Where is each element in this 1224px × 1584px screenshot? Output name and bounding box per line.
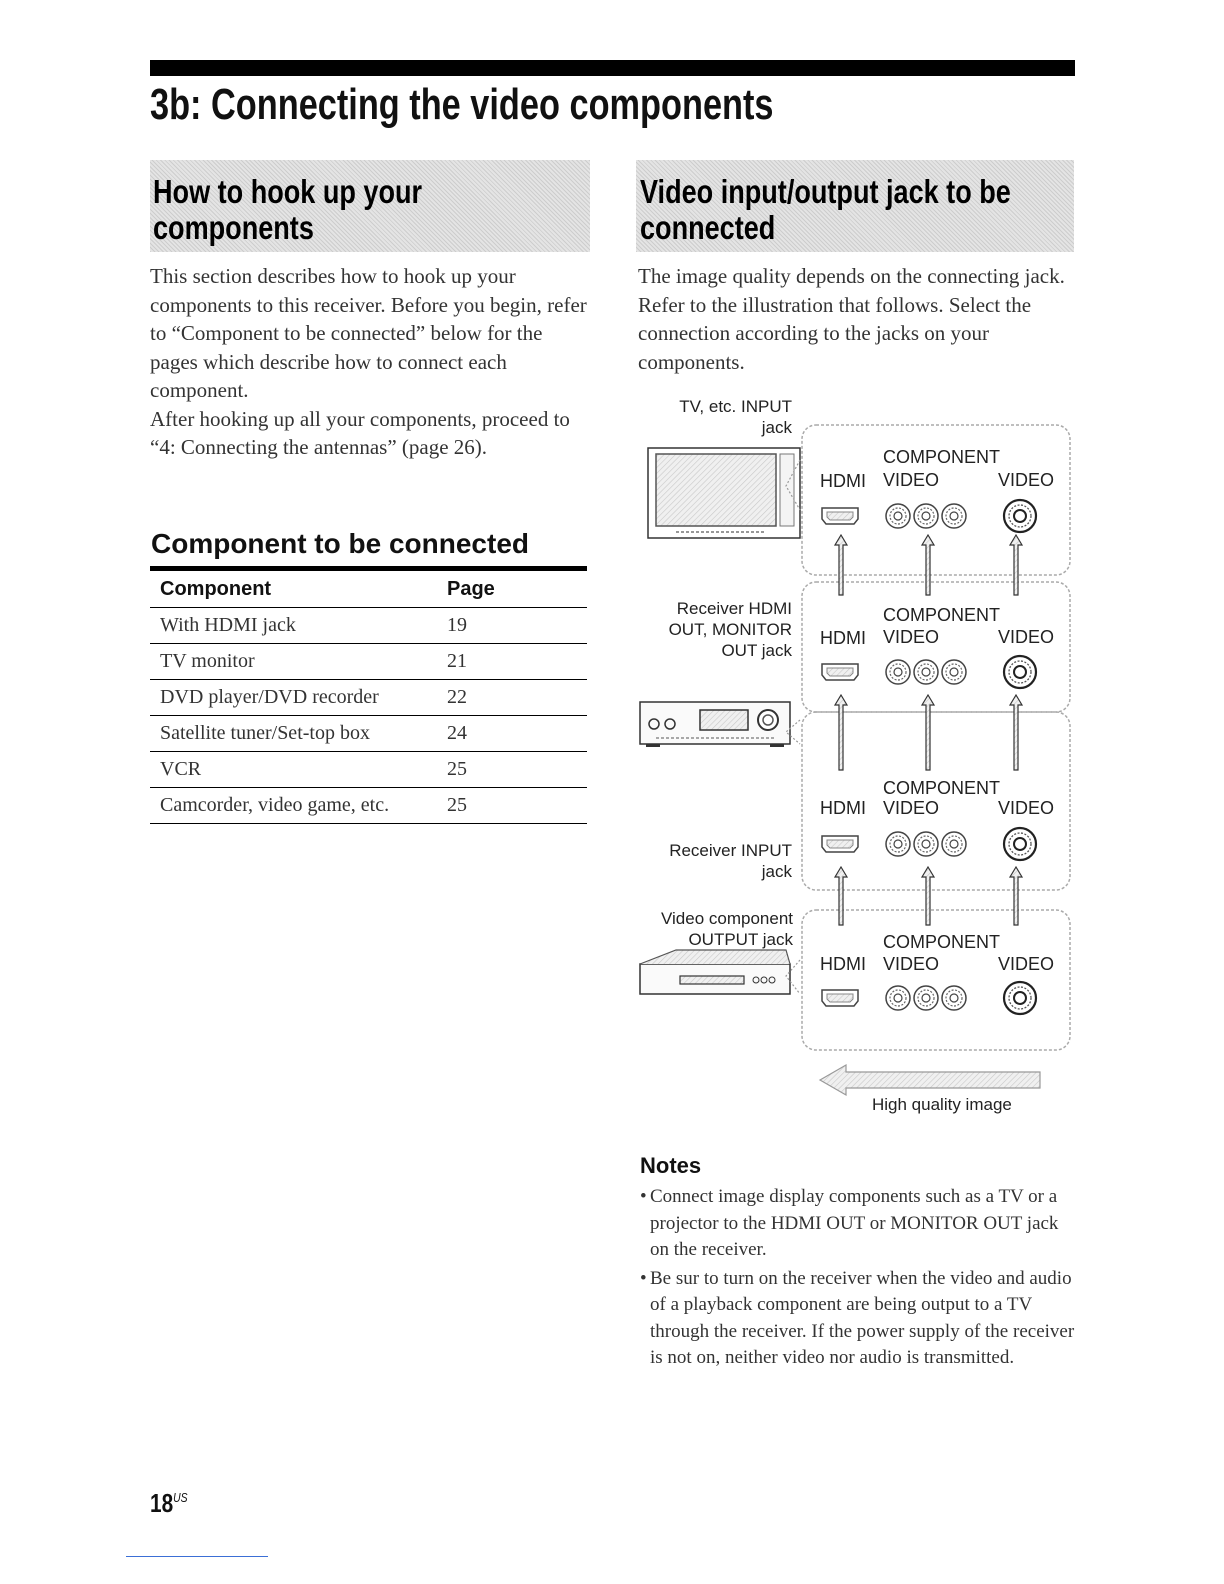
video-label: VIDEO [998, 627, 1055, 647]
connection-diagram [636, 420, 1076, 1100]
section-title-hookup [153, 174, 422, 246]
rca-jack-icon [914, 660, 938, 684]
rca-video-jack-icon [1004, 828, 1036, 860]
table-header-component: Component [150, 569, 447, 608]
header-rule [150, 60, 1075, 76]
receiver-icon [640, 702, 790, 747]
hdmi-jack-icon [822, 836, 858, 852]
label-tv-input: TV, etc. INPUT jack [679, 397, 792, 437]
page-cell: 19 [447, 608, 587, 644]
page-title: 3b: Connecting the video components [150, 80, 774, 129]
component-video-label: VIDEO [883, 954, 940, 974]
rca-jack-icon [914, 832, 938, 856]
arrow-group-middle [835, 695, 1022, 770]
rca-video-jack-icon [1004, 656, 1036, 688]
label-receiver-out: Receiver HDMI OUT, MONITOR OUT jack [668, 599, 792, 660]
intro-paragraph: After hooking up all your components, proceed to “4: Connecting the antennas” (page 26). [150, 406, 570, 459]
notes-list [640, 1184, 1080, 1374]
rca-jack-icon [886, 832, 910, 856]
component-video-label: VIDEO [883, 470, 940, 490]
rca-video-jack-icon [1004, 982, 1036, 1014]
jack-row-tv [820, 447, 1054, 532]
intro-paragraph: This section describes how to hook up your components to this receiver. Before you begin, refer to “Component to be connected” below for the pages which describe how to connect each component. [150, 264, 587, 402]
page-suffix: US [173, 1490, 188, 1505]
label-receiver-in: Receiver INPUT jack [669, 841, 792, 881]
component-video-label: VIDEO [883, 798, 940, 818]
component-table [150, 566, 587, 824]
intro-text-right [638, 262, 1076, 376]
video-label: VIDEO [998, 470, 1055, 490]
page-cell: 22 [447, 680, 587, 716]
page-cell: 25 [447, 788, 587, 824]
hdmi-label: HDMI [820, 954, 866, 974]
table-header-row [150, 569, 587, 608]
hdmi-label: HDMI [820, 628, 866, 648]
table-row [150, 788, 587, 824]
section-title-line: Video input/output jack to be [640, 173, 1011, 210]
tv-icon [648, 448, 800, 538]
jack-panel-video-out [802, 910, 1070, 1050]
footer-link-line [126, 1556, 268, 1557]
note-item: • Connect image display components such as a TV or a projector to the HDMI OUT or MONITOR OUT jack on the receiver. [640, 1184, 1080, 1264]
hdmi-jack-icon [822, 508, 858, 524]
quality-arrow-icon [820, 1065, 1040, 1095]
hdmi-label: HDMI [820, 798, 866, 818]
intro-paragraph: The image quality depends on the connecting jack. Refer to the illustration that follows. Select the connection according to the jacks on your components. [638, 264, 1065, 374]
rca-jack-icon [914, 504, 938, 528]
section-title-line: components [153, 209, 314, 246]
rca-jack-icon [942, 660, 966, 684]
component-label: COMPONENT [883, 605, 1000, 625]
player-icon [640, 950, 790, 994]
jack-row-video-out [820, 932, 1054, 1014]
component-cell: Satellite tuner/Set-top box [150, 716, 447, 752]
rca-video-jack-icon [1004, 500, 1036, 532]
component-label: COMPONENT [883, 932, 1000, 952]
table-row [150, 644, 587, 680]
video-label: VIDEO [998, 798, 1055, 818]
component-cell: VCR [150, 752, 447, 788]
component-cell: TV monitor [150, 644, 447, 680]
intro-text-left [150, 262, 590, 462]
component-label: COMPONENT [883, 447, 1000, 467]
rca-jack-icon [886, 986, 910, 1010]
notes-heading: Notes [640, 1153, 702, 1178]
rca-jack-icon [886, 504, 910, 528]
quality-caption: High quality image [872, 1095, 1012, 1114]
table-row [150, 680, 587, 716]
hdmi-jack-icon [822, 990, 858, 1006]
note-item: • Be sur to turn on the receiver when the video and audio of a playback component are being output to a TV through the receiver. If the power supply of the receiver is not on, neither video nor audio is transmitted. [640, 1266, 1080, 1372]
rca-jack-icon [886, 660, 910, 684]
component-label: COMPONENT [883, 778, 1000, 798]
component-cell: Camcorder, video game, etc. [150, 788, 447, 824]
section-title-line: How to hook up your [153, 173, 423, 210]
table-row [150, 716, 587, 752]
rca-jack-icon [942, 504, 966, 528]
rca-jack-icon [942, 986, 966, 1010]
arrow-group-bottom [835, 867, 1022, 925]
page-number: $18^{US}$ [150, 1488, 188, 1518]
table-row [150, 752, 587, 788]
arrow-group-top [835, 535, 1022, 595]
section-title-video-jack [640, 174, 1011, 246]
component-cell: DVD player/DVD recorder [150, 680, 447, 716]
jack-row-receiver-out [820, 605, 1054, 688]
table-heading: Component to be connected [151, 528, 529, 559]
video-label: VIDEO [998, 954, 1055, 974]
table-header-page: Page [447, 569, 587, 608]
page-cell: 25 [447, 752, 587, 788]
rca-jack-icon [914, 986, 938, 1010]
page-cell: 24 [447, 716, 587, 752]
table-row [150, 608, 587, 644]
section-title-line: connected [640, 209, 776, 246]
rca-jack-icon [942, 832, 966, 856]
page-cell: 21 [447, 644, 587, 680]
hdmi-jack-icon [822, 664, 858, 680]
jack-row-receiver-in [820, 778, 1054, 860]
hdmi-label: HDMI [820, 471, 866, 491]
component-cell: With HDMI jack [150, 608, 447, 644]
label-video-out: Video component OUTPUT jack [660, 909, 793, 949]
component-video-label: VIDEO [883, 627, 940, 647]
